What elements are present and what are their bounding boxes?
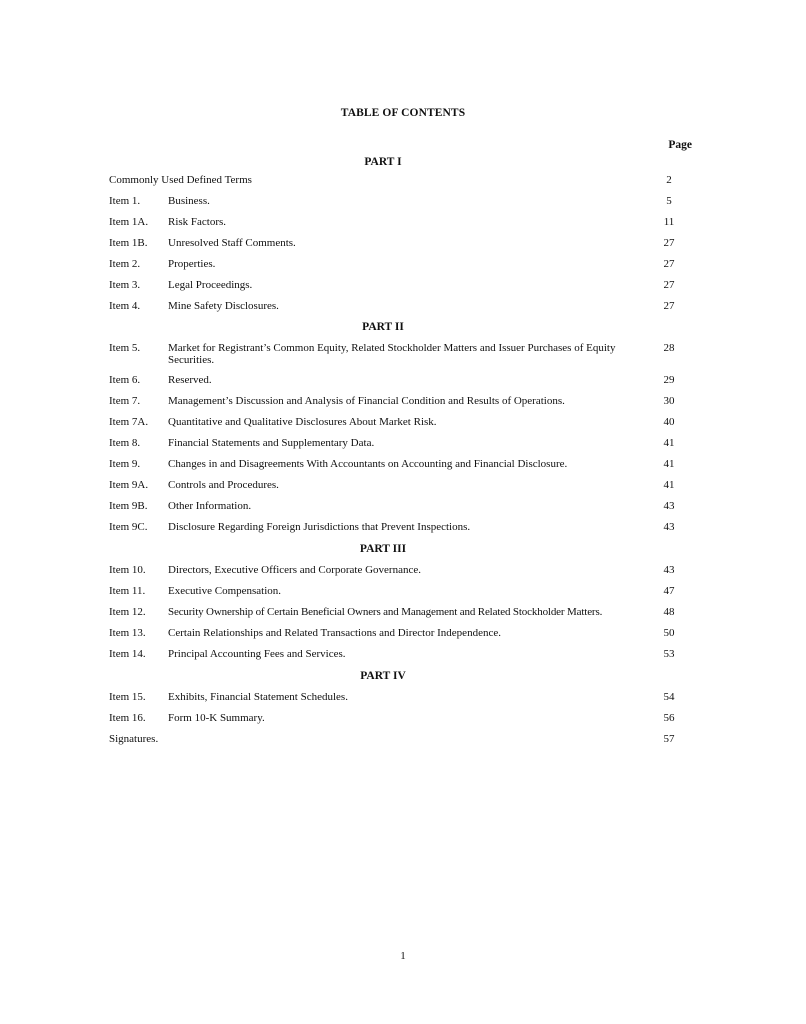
toc-item-number: Item 9A. [109,479,149,491]
toc-item-title[interactable]: Form 10-K Summary. [168,712,265,724]
toc-item-number: Item 14. [109,648,146,660]
toc-page-number[interactable]: 2 [666,174,672,186]
toc-page-number[interactable]: 41 [663,437,675,449]
toc-item-title[interactable]: Executive Compensation. [168,585,282,597]
toc-item-number: Item 13. [109,627,146,639]
toc-item-number: Item 5. [109,342,141,354]
toc-item-number: Item 16. [109,712,146,724]
toc-item-title[interactable]: Other Information. [168,500,252,512]
toc-item-number: Item 1. [109,195,141,207]
toc-item-number: Item 12. [109,606,146,618]
toc-page-number[interactable]: 27 [663,300,675,312]
toc-page-number[interactable]: 28 [663,342,675,354]
part-heading: PART II [362,321,404,333]
toc-title: TABLE OF CONTENTS [340,107,466,119]
toc-item-number: Item 11. [109,585,146,597]
toc-page-number[interactable]: 27 [663,279,675,291]
toc-item-title[interactable]: Changes in and Disagreements With Accountants on Accounting and Financial Disclosure. [168,458,568,470]
toc-page-number[interactable]: 50 [663,627,675,639]
page-column-heading: Page [668,139,692,151]
toc-page-number[interactable]: 53 [663,648,675,660]
toc-page-number[interactable]: 41 [663,458,675,470]
toc-item-number: Item 3. [109,279,141,291]
toc-item-title[interactable]: Quantitative and Qualitative Disclosures About Market Risk. [168,416,437,428]
toc-item-number: Item 1B. [109,237,148,249]
toc-entry-label[interactable]: Commonly Used Defined Terms [109,174,252,186]
toc-page-number[interactable]: 30 [663,395,675,407]
toc-page-number[interactable]: 57 [663,733,675,745]
toc-item-title[interactable]: Market for Registrant’s Common Equity, Related Stockholder Matters and Issuer Purchases of Equity Securities. [168,342,616,366]
toc-item-number: Item 9C. [109,521,148,533]
toc-page-number[interactable]: 40 [663,416,675,428]
toc-item-title[interactable]: Directors, Executive Officers and Corporate Governance. [168,564,421,576]
toc-item-title[interactable]: Unresolved Staff Comments. [168,237,296,249]
toc-page-number[interactable]: 11 [663,216,675,228]
toc-item-number: Item 1A. [109,216,149,228]
toc-item-title[interactable]: Properties. [168,258,216,270]
toc-page-number[interactable]: 54 [663,691,675,703]
toc-item-number: Item 7. [109,395,141,407]
toc-item-title[interactable]: Management’s Discussion and Analysis of Financial Condition and Results of Operations. [168,395,565,407]
toc-item-number: Item 7A. [109,416,149,428]
toc-item-number: Item 10. [109,564,146,576]
toc-page-number[interactable]: 27 [663,237,675,249]
toc-item-title[interactable]: Reserved. [168,374,212,386]
toc-item-title[interactable]: Principal Accounting Fees and Services. [168,648,346,660]
toc-item-title[interactable]: Controls and Procedures. [168,479,279,491]
toc-item-number: Item 9. [109,458,141,470]
toc-item-number: Item 4. [109,300,141,312]
toc-item-number: Item 6. [109,374,141,386]
toc-item-title[interactable]: Mine Safety Disclosures. [168,300,279,312]
toc-item-title[interactable]: Security Ownership of Certain Beneficial Owners and Management and Related Stockholder Matters. [168,606,603,618]
toc-page-number[interactable]: 56 [663,712,675,724]
part-heading: PART III [359,543,407,555]
toc-page-number[interactable]: 43 [663,521,675,533]
toc-item-title[interactable]: Disclosure Regarding Foreign Jurisdictions that Prevent Inspections. [168,521,471,533]
toc-page-number[interactable]: 5 [666,195,672,207]
toc-page-number[interactable]: 43 [663,500,675,512]
toc-item-title[interactable]: Financial Statements and Supplementary Data. [168,437,375,449]
part-heading: PART I [364,156,402,168]
toc-entry-label[interactable]: Signatures. [109,733,159,745]
toc-page-number[interactable]: 47 [663,585,675,597]
toc-item-number: Item 8. [109,437,141,449]
toc-item-title[interactable]: Exhibits, Financial Statement Schedules. [168,691,348,703]
toc-item-number: Item 2. [109,258,141,270]
part-heading: PART IV [360,670,406,682]
toc-item-title[interactable]: Risk Factors. [168,216,227,228]
footer-page-number: 1 [400,950,406,962]
toc-item-number: Item 15. [109,691,146,703]
toc-page-number[interactable]: 29 [663,374,675,386]
toc-item-title[interactable]: Legal Proceedings. [168,279,253,291]
toc-item-title[interactable]: Certain Relationships and Related Transactions and Director Independence. [168,627,501,639]
toc-item-number: Item 9B. [109,500,148,512]
toc-item-title[interactable]: Business. [168,195,210,207]
toc-page-number[interactable]: 43 [663,564,675,576]
toc-page-number[interactable]: 27 [663,258,675,270]
toc-page-number[interactable]: 41 [663,479,675,491]
toc-page-number[interactable]: 48 [663,606,675,618]
